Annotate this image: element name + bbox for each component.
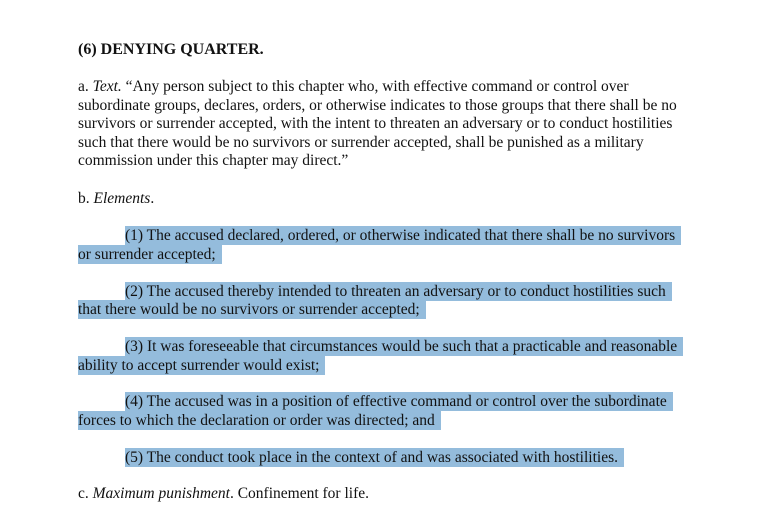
text-line: such that there would be no survivors or surrender accepted, shall be punished as a military [78, 133, 644, 151]
punishment-suffix: . [229, 485, 238, 502]
punishment-text: Confinement for life. [237, 485, 369, 502]
text-label: Text. [92, 78, 122, 95]
text-line: survivors or surrender accepted, with the intent to threaten an adversary or to conduct hostilities [78, 115, 673, 132]
text-line: “Any person subject to this chapter who, with effective command or control over [121, 78, 629, 95]
element-5-line-1[interactable]: (5) The conduct took place in the context of and was associated with hostilities. [125, 448, 624, 467]
elements-label: Elements [93, 190, 151, 207]
text-paragraph [78, 78, 708, 171]
element-3-line-1[interactable]: (3) It was foreseeable that circumstances would be such that a practicable and reasonable [125, 337, 683, 356]
text-line: subordinate groups, declares, orders, or otherwise indicates to those groups that there shall be no [78, 96, 677, 114]
element-4-line-1[interactable]: (4) The accused was in a position of effective command or control over the subordinate [125, 392, 673, 411]
element-2-line-2[interactable]: that there would be no survivors or surrender accepted; [78, 300, 426, 319]
elements-prefix: b. [78, 190, 94, 207]
elements-suffix: . [150, 190, 155, 207]
elements-heading [78, 190, 708, 209]
text-prefix: a. [78, 78, 93, 95]
punishment-label: Maximum punishment [92, 485, 230, 502]
punishment-prefix: c. [78, 485, 93, 502]
punishment-paragraph [78, 485, 708, 504]
element-3-line-2[interactable]: ability to accept surrender would exist; [78, 356, 325, 375]
text-line: commission under this chapter may direct.” [78, 152, 349, 169]
element-4-line-2[interactable]: forces to which the declaration or order was directed; and [78, 411, 441, 430]
element-2-line-1[interactable]: (2) The accused thereby intended to threaten an adversary or to conduct hostilities such [125, 282, 672, 301]
section-heading: (6) DENYING QUARTER. [78, 41, 264, 58]
element-1-line-2[interactable]: or surrender accepted; [78, 245, 222, 264]
element-1-line-1[interactable]: (1) The accused declared, ordered, or otherwise indicated that there shall be no survivors [125, 226, 681, 245]
